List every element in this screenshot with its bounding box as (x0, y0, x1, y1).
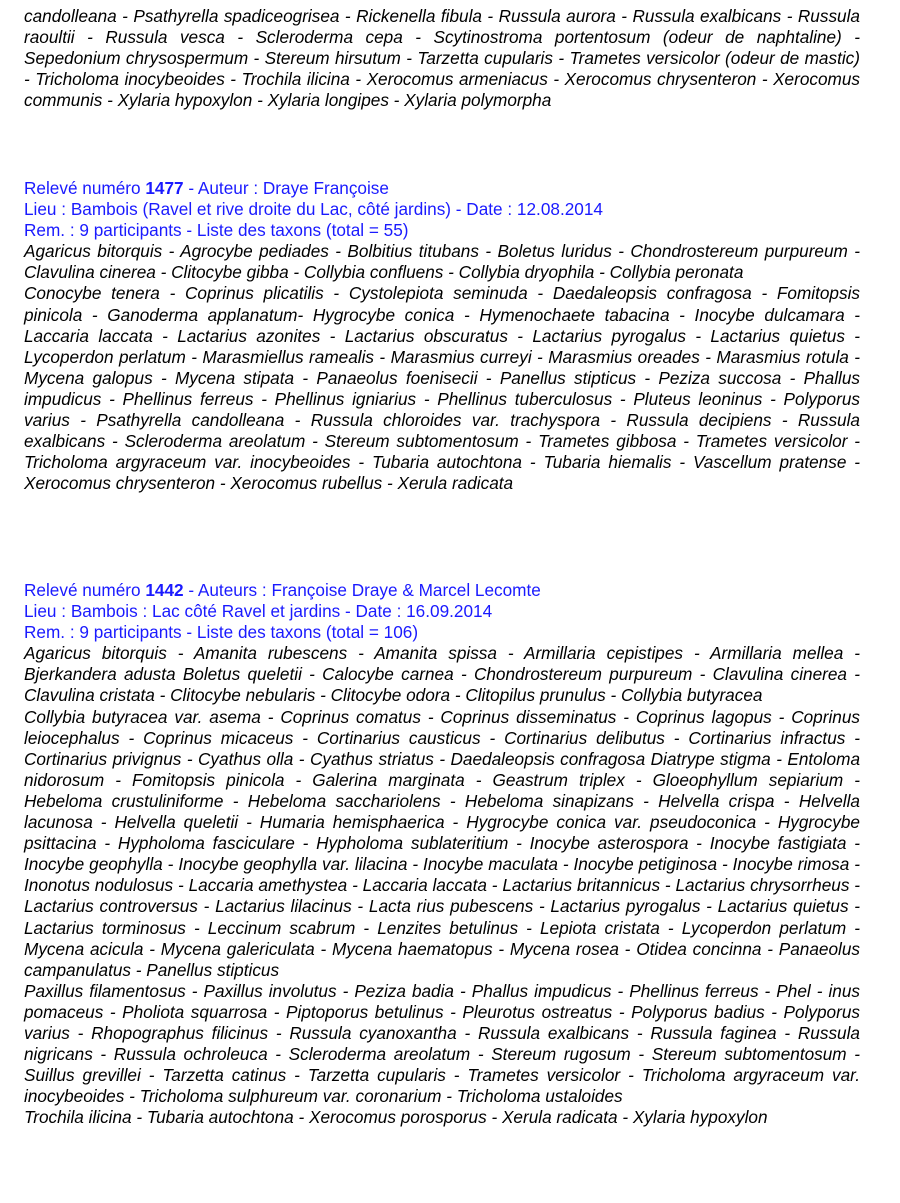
record-1477 (24, 178, 860, 494)
record-title (24, 178, 860, 199)
taxa-paragraph: candolleana - Psathyrella spadiceogrisea - Rickenella fibula - Russula aurora - Russula exalbicans - Russula raoultii - Russula vesca - Scleroderma cepa - Scytinostroma portentosum (odeur de naphtaline) - Sepedonium chrysospermum - Stereum hirsutum - Tarzetta cupularis - Trametes versicolor (odeur de mastic) - Tricholoma inocybeoides - Trochila ilicina - Xerocomus armeniacus - Xerocomus chrysenteron - Xerocomus communis - Xylaria hypoxylon - Xylaria longipes - Xylaria polymorpha (24, 6, 860, 111)
record-remarks: Rem. : 9 participants - Liste des taxons (total = 55) (24, 220, 409, 241)
record-author: - Auteurs : Françoise Draye & Marcel Lecomte (183, 580, 541, 600)
record-title (24, 580, 860, 601)
record-label: Relevé numéro (24, 178, 146, 198)
record-1442 (24, 580, 860, 1128)
record-author: - Auteur : Draye Françoise (183, 178, 389, 198)
taxa-paragraph: Agaricus bitorquis - Agrocybe pediades - Bolbitius titubans - Boletus luridus - Chondrostereum purpureum - Clavulina cinerea - Clitocybe gibba - Collybia confluens - Collybia dryophila - Collybia peronata (24, 241, 860, 283)
record-number: 1442 (145, 580, 184, 600)
record-remarks: Rem. : 9 participants - Liste des taxons (total = 106) (24, 622, 419, 643)
record-number: 1477 (145, 178, 184, 198)
taxa-paragraph: Conocybe tenera - Coprinus plicatilis - Cystolepiota seminuda - Daedaleopsis confragosa - Fomitopsis pinicola - Ganoderma applanatum- Hygrocybe conica - Hymenochaete tabacina - Inocybe dulcamara - Laccaria laccata - Lactarius azonites - Lactarius obscuratus - Lactarius pyrogalus - Lactarius quietus - Lycoperdon perlatum - Marasmiellus ramealis - Marasmius curreyi - Marasmius oreades - Marasmius rotula - Mycena galopus - Mycena stipata - Panaeolus foenisecii - Panellus stipticus - Peziza succosa - Phallus impudicus - Phellinus ferreus - Phellinus igniarius - Phellinus tuberculosus - Pluteus leoninus - Polyporus varius - Psathyrella candolleana - Russula chloroides var. trachyspora - Russula decipiens - Russula exalbicans - Scleroderma areolatum - Stereum subtomentosum - Trametes gibbosa - Trametes versicolor - Tricholoma argyraceum var. inocybeoides - Tubaria autochtona - Tubaria hiemalis - Vascellum pratense - Xerocomus chrysenteron - Xerocomus rubellus - Xerula radicata (24, 283, 860, 494)
taxa-paragraph: Paxillus filamentosus - Paxillus involutus - Peziza badia - Phallus impudicus - Phellinus ferreus - Phel - inus pomaceus - Pholiota squarrosa - Piptoporus betulinus - Pleurotus ostreatus - Polyporus badius - Polyporus varius - Rhopographus filicinus - Russula cyanoxantha - Russula exalbicans - Russula faginea - Russula nigricans - Russula ochroleuca - Scleroderma areolatum - Stereum rugosum - Stereum subtomentosum - Suillus grevillei - Tarzetta catinus - Tarzetta cupularis - Trametes versicolor - Tricholoma argyraceum var. inocybeoides - Tricholoma sulphureum var. coronarium - Tricholoma ustaloides (24, 980, 860, 1107)
continued-taxa-list (24, 6, 860, 111)
record-location-date: Lieu : Bambois : Lac côté Ravel et jardins - Date : 16.09.2014 (24, 601, 493, 622)
taxa-paragraph: Collybia butyracea var. asema - Coprinus comatus - Coprinus disseminatus - Coprinus lagopus - Coprinus leiocephalus - Coprinus micaceus - Cortinarius causticus - Cortinarius delibutus - Cortinarius infractus - Cortinarius privignus - Cyathus olla - Cyathus striatus - Daedaleopsis confragosa Diatrype stigma - Entoloma nidorosum - Fomitopsis pinicola - Galerina marginata - Geastrum triplex - Gloeophyllum sepiarium - Hebeloma crustuliniforme - Hebeloma sacchariolens - Hebeloma sinapizans - Helvella crispa - Helvella lacunosa - Helvella queletii - Humaria hemisphaerica - Hygrocybe conica var. pseudoconica - Hygrocybe psittacina - Hypholoma fasciculare - Hypholoma sublateritium - Inocybe asterospora - Inocybe fastigiata - Inocybe geophylla - Inocybe geophylla var. lilacina - Inocybe maculata - Inocybe petiginosa - Inocybe rimosa - Inonotus nodulosus - Laccaria amethystea - Laccaria laccata - Lactarius britannicus - Lactarius chrysorrheus - Lactarius controversus - Lactarius lilacinus - Lacta rius pubescens - Lactarius pyrogalus - Lactarius quietus - Lactarius torminosus - Leccinum scabrum - Lenzites betulinus - Lepiota cristata - Lycoperdon perlatum - Mycena acicula - Mycena galericulata - Mycena haematopus - Mycena rosea - Otidea concinna - Panaeolus campanulatus - Panellus stipticus (24, 706, 860, 980)
taxa-paragraph: Agaricus bitorquis - Amanita rubescens - Amanita spissa - Armillaria cepistipes - Armillaria mellea - Bjerkandera adusta Boletus queletii - Calocybe carnea - Chondrostereum purpureum - Clavulina cinerea - Clavulina cristata - Clitocybe nebularis - Clitocybe odora - Clitopilus prunulus - Collybia butyracea (24, 643, 860, 706)
record-location-date: Lieu : Bambois (Ravel et rive droite du Lac, côté jardins) - Date : 12.08.2014 (24, 199, 603, 220)
record-label: Relevé numéro (24, 580, 146, 600)
taxa-paragraph: Trochila ilicina - Tubaria autochtona - Xerocomus porosporus - Xerula radicata - Xylaria hypoxylon (24, 1107, 768, 1128)
